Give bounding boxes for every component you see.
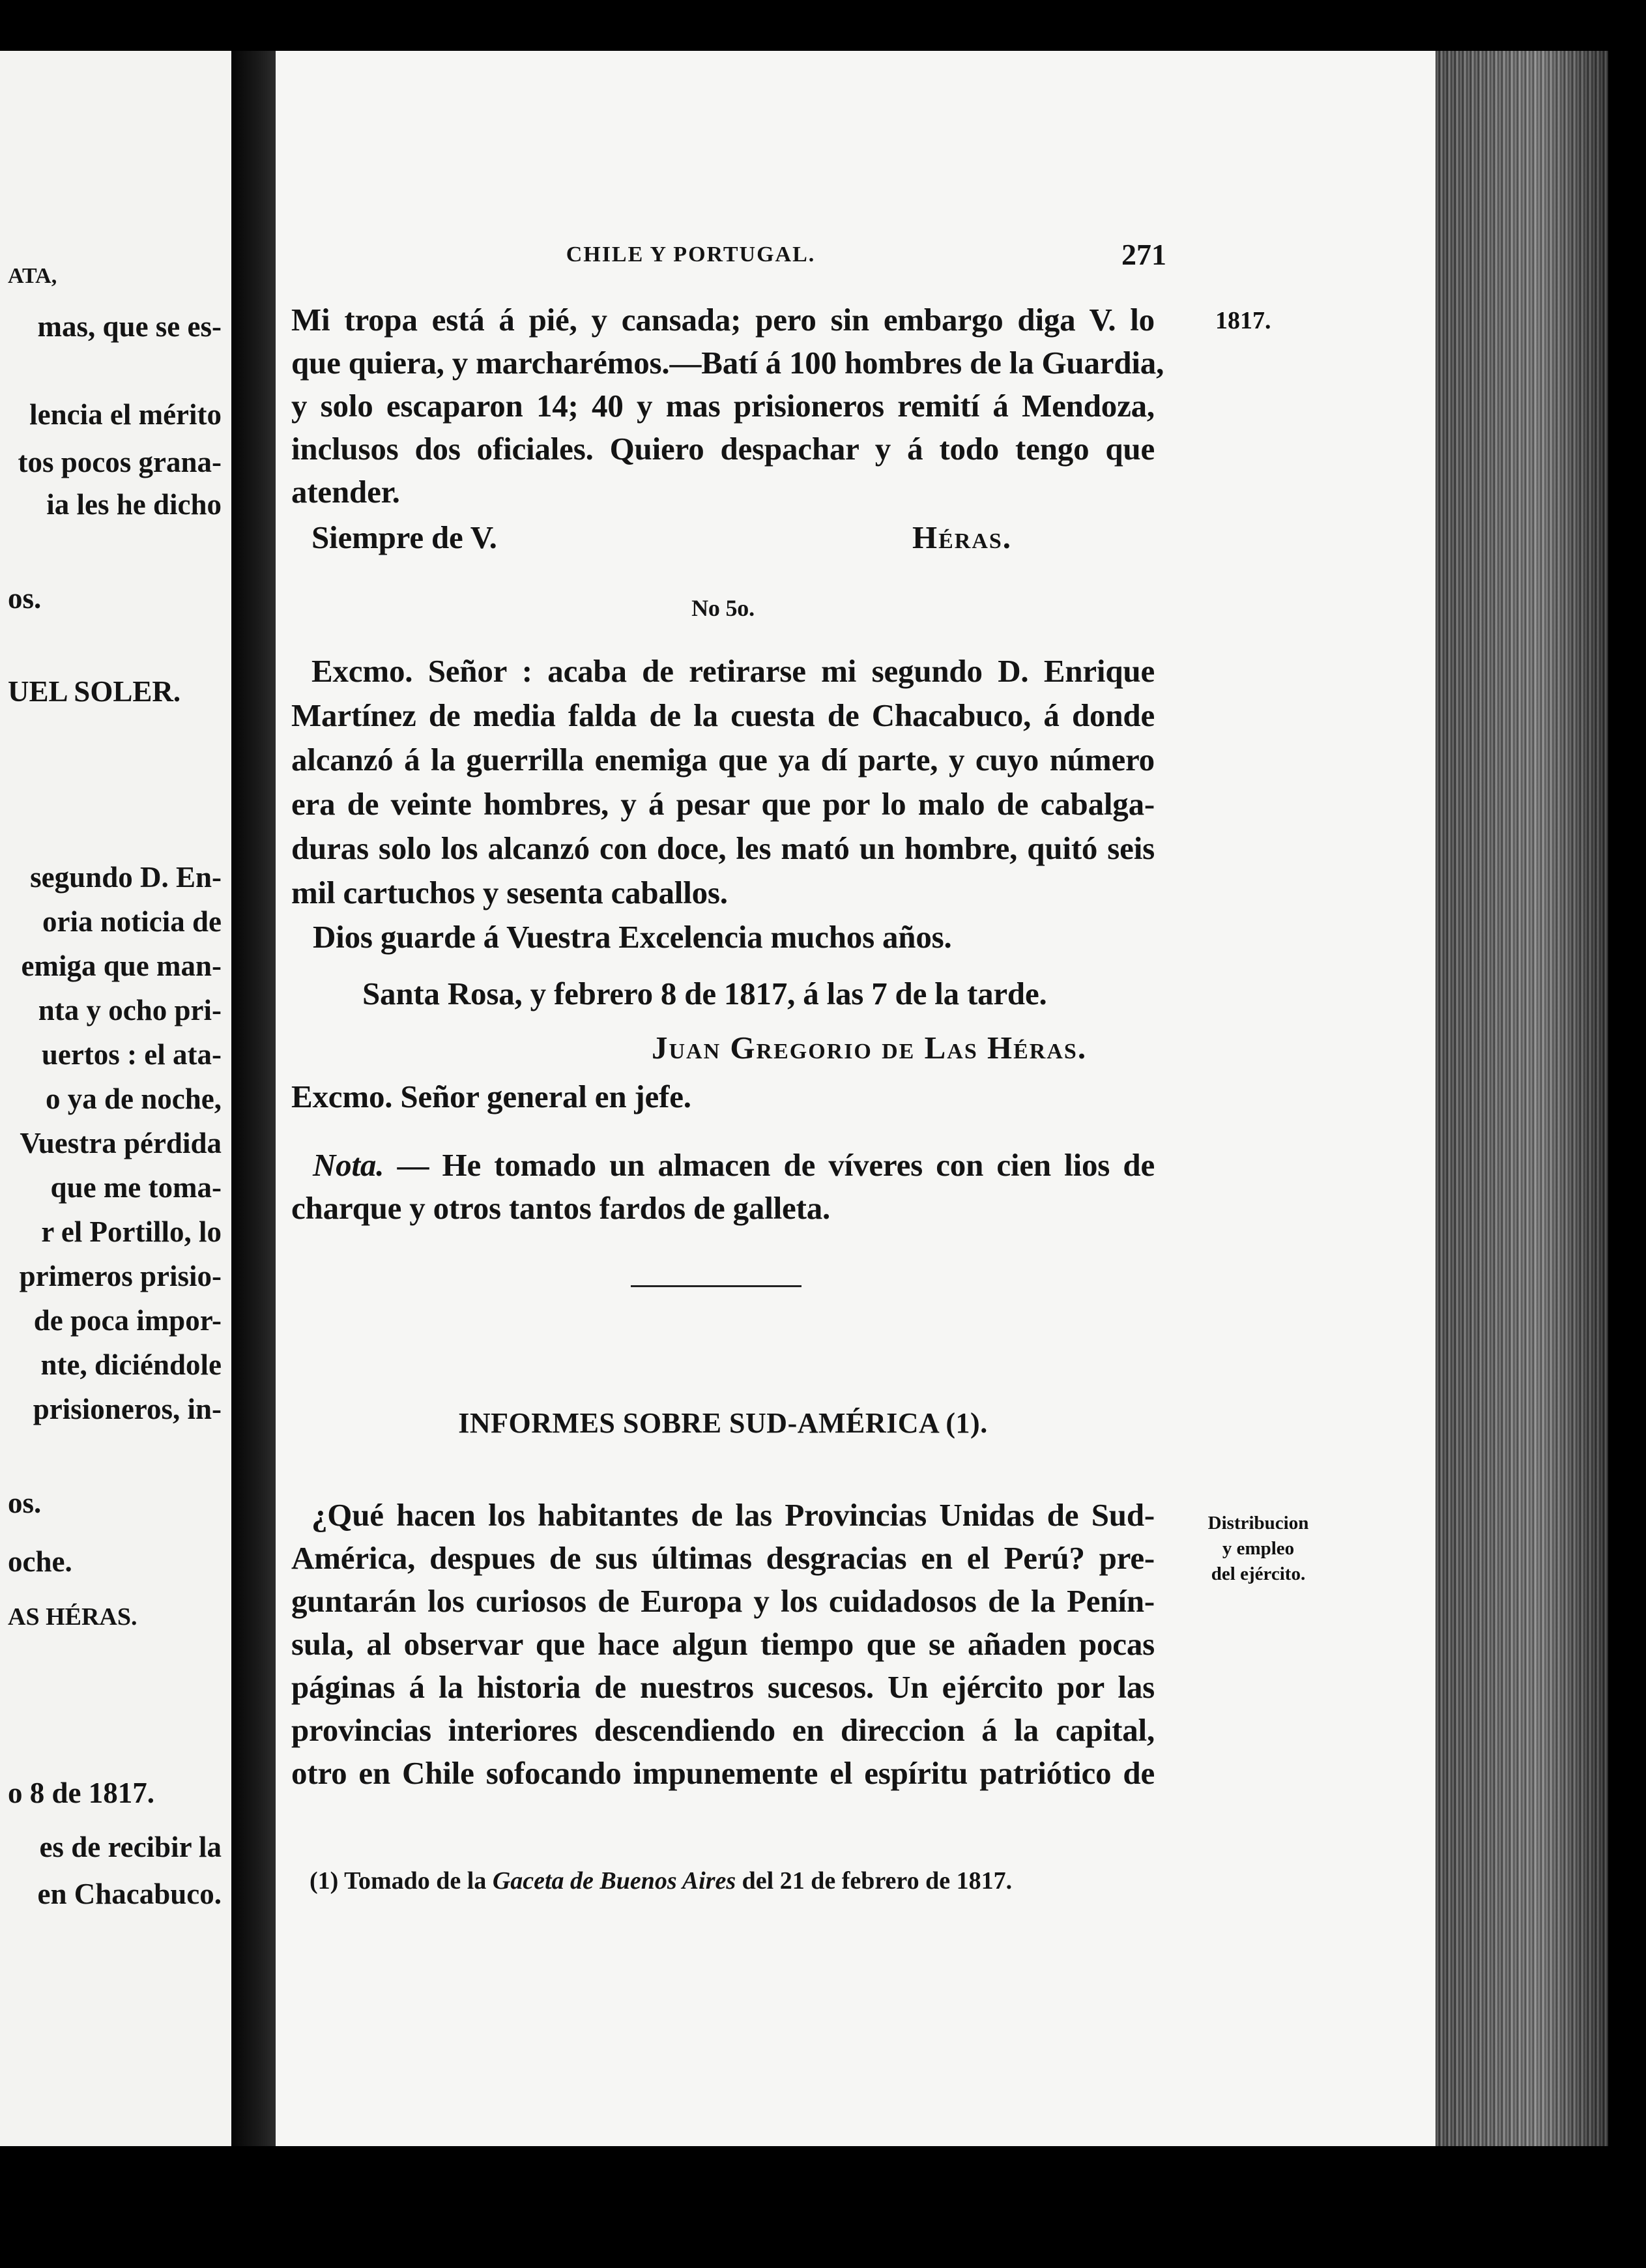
section-divider [631,1285,801,1287]
running-head: CHILE Y PORTUGAL. [566,242,816,267]
dispatch-line: duras solo los alcanzó con doce, les mató un hombre, quitó seis [291,830,1155,866]
left-page-line: uertos : el ata- [41,1038,222,1071]
left-page-line: nte, diciéndole [40,1348,222,1381]
dispatch-place-date: Santa Rosa, y febrero 8 de 1817, á las 7 de la tarde. [362,976,1047,1011]
left-page-line: en Chacabuco. [37,1878,222,1910]
left-page-line: Vuestra pérdida [20,1127,222,1159]
side-note-line: Distribucion [1207,1513,1309,1534]
left-page-line: es de recibir la [39,1831,222,1863]
left-page-line: oria noticia de [42,905,222,938]
dispatch-signature: Juan Gregorio de Las Héras. [652,1030,1088,1066]
left-page-line: o ya de noche, [46,1083,222,1115]
page-number: 271 [1121,238,1166,271]
left-page-line: tos pocos grana- [18,446,222,478]
left-page-line: mas, que se es- [37,310,222,343]
letter-closing: Siempre de V. [311,519,497,555]
section-line: América, despues de sus últimas desgracias en el Perú? pre- [291,1540,1155,1576]
section-line: sula, al observar que hace algun tiempo que se añaden pocas [291,1626,1155,1662]
dispatch-line: alcanzó á la guerrilla enemiga que ya dí parte, y cuyo número [291,742,1155,778]
note-label: Nota. [313,1147,384,1183]
dispatch-line: Excmo. Señor : acaba de retirarse mi segundo D. Enrique [311,653,1155,689]
left-page-line: de poca impor- [33,1304,222,1337]
section-title: INFORMES SOBRE SUD-AMÉRICA (1). [458,1407,988,1439]
left-page-line: r el Portillo, lo [41,1215,222,1248]
letter-line: atender. [291,474,400,510]
footnote-suffix: del 21 de febrero de 1817. [742,1867,1013,1895]
left-page-line: emiga que man- [21,950,222,982]
dispatch-line: mil cartuchos y sesenta caballos. [291,875,728,910]
left-page-line: oche. [8,1545,72,1578]
left-page-line: os. [8,582,42,615]
note-line [313,1144,1155,1187]
footnote [310,1867,1157,1895]
left-page-line: ATA, [8,264,57,288]
left-page-line: lencia el mérito [29,398,222,431]
left-page-line: nta y ocho pri- [38,994,222,1026]
letter-line: inclusos dos oficiales. Quiero despachar y á todo tengo que [291,431,1155,467]
left-page-line: que me toma- [50,1171,222,1204]
dispatch-line: era de veinte hombres, y á pesar que por lo malo de cabalga- [291,786,1155,822]
letter-line: Mi tropa está á pié, y cansada; pero sin embargo diga V. lo [291,302,1155,338]
note-line: charque y otros tantos fardos de galleta. [291,1190,831,1226]
footnote-source-title: Gaceta de Buenos Aires [492,1867,736,1895]
side-note-line: del ejército. [1211,1563,1306,1584]
left-page-line: UEL SOLER. [8,675,181,708]
left-page-line: ia les he dicho [46,488,222,521]
left-page-line: o 8 de 1817. [8,1777,154,1809]
dispatch-number: No 5o. [691,595,755,621]
dispatch-salutation: Dios guarde á Vuestra Excelencia muchos años. [313,919,952,955]
side-note [1190,1511,1327,1587]
section-line: páginas á la historia de nuestros sucesos. Un ejército por las [291,1669,1155,1705]
section-line: provincias interiores descendiendo en direccion á la capital, [291,1712,1155,1748]
side-note-line: y empleo [1222,1538,1295,1559]
dispatch-line: Martínez de media falda de la cuesta de Chacabuco, á donde [291,697,1155,733]
section-line: otro en Chile sofocando impunemente el espíritu patriótico de [291,1755,1155,1791]
left-page-line: os. [8,1487,42,1519]
letter-line: que quiera, y marcharémos.—Batí á 100 hombres de la Guardia, [291,345,1164,381]
letter-signature: Héras. [912,519,1013,555]
letter-line: y solo escaparon 14; 40 y mas prisioneros remití á Mendoza, [291,388,1155,424]
footnote-prefix: (1) Tomado de la [310,1867,487,1895]
note-text: — He tomado un almacen de víveres con cien lios de [397,1147,1155,1183]
left-page-line: AS HÉRAS. [8,1603,137,1631]
left-page-line: primeros prisio- [19,1260,222,1292]
section-line: guntarán los curiosos de Europa y los cuidadosos de la Penín- [291,1583,1155,1619]
left-page-line: prisioneros, in- [33,1393,222,1425]
left-page-line: segundo D. En- [30,861,222,894]
dispatch-addressee: Excmo. Señor general en jefe. [291,1079,691,1114]
year-marginal-note: 1817. [1215,307,1271,334]
section-line: ¿Qué hacen los habitantes de las Provincias Unidas de Sud- [311,1497,1155,1533]
